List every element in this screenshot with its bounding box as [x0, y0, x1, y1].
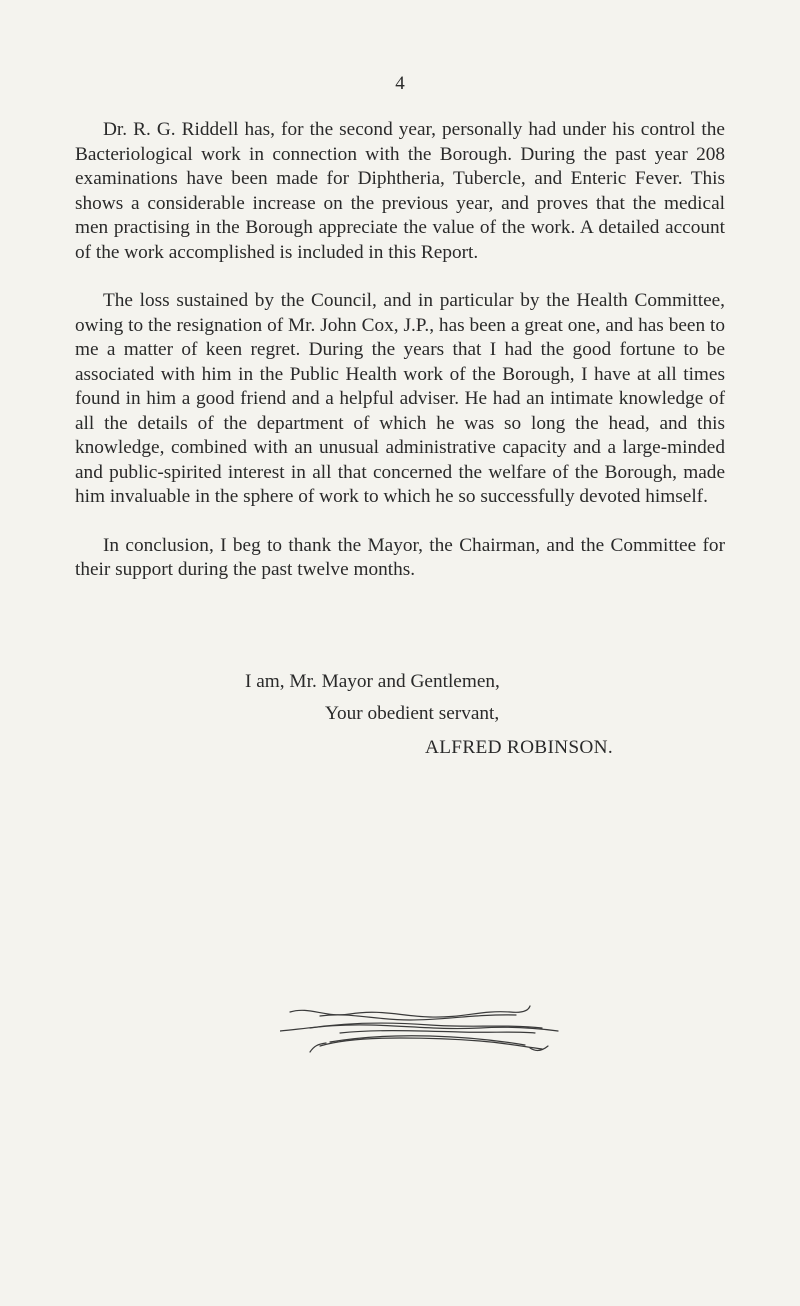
letter-body — [75, 118, 725, 607]
flourish-ornament-icon — [280, 1004, 560, 1070]
paragraph-bacteriological-work: Dr. R. G. Riddell has, for the second year, personally had under his control the Bacteriological work in connection with the Borough. During the past year 208 examinations have been made for Diphtheria, Tubercle, and Enteric Fever. This shows a considerable increase on the previous year, and proves that the medical men practising in the Borough appreciate the value of the work. A detailed account of the work accomplished is included in this Report. — [75, 119, 725, 263]
closing-salutation: I am, Mr. Mayor and Gentlemen, — [245, 671, 500, 692]
closing-valediction: Your obedient servant, — [325, 703, 500, 724]
paragraph-conclusion: In conclusion, I beg to thank the Mayor, the Chairman, and the Committee for their support during the past twelve months. — [75, 534, 725, 580]
signature: ALFRED ROBINSON. — [425, 737, 613, 758]
page-number: 4 — [395, 73, 405, 94]
paragraph-resignation-tribute: The loss sustained by the Council, and in particular by the Health Committee, owing to the resignation of Mr. John Cox, J.P., has been a great one, and has been to me a matter of keen regret. During the years that I had the good fortune to be associated with him in the Public Health work of the Borough, I have at all times found in him a good friend and a helpful adviser. He had an intimate knowledge of all the details of the department of which he was so long the head, and this knowledge, combined with an unusual administrative capacity and a large-minded and public-spirited interest in all that concerned the welfare of the Borough, made him invaluable in the sphere of work to which he so successfully devoted himself. — [75, 290, 725, 507]
